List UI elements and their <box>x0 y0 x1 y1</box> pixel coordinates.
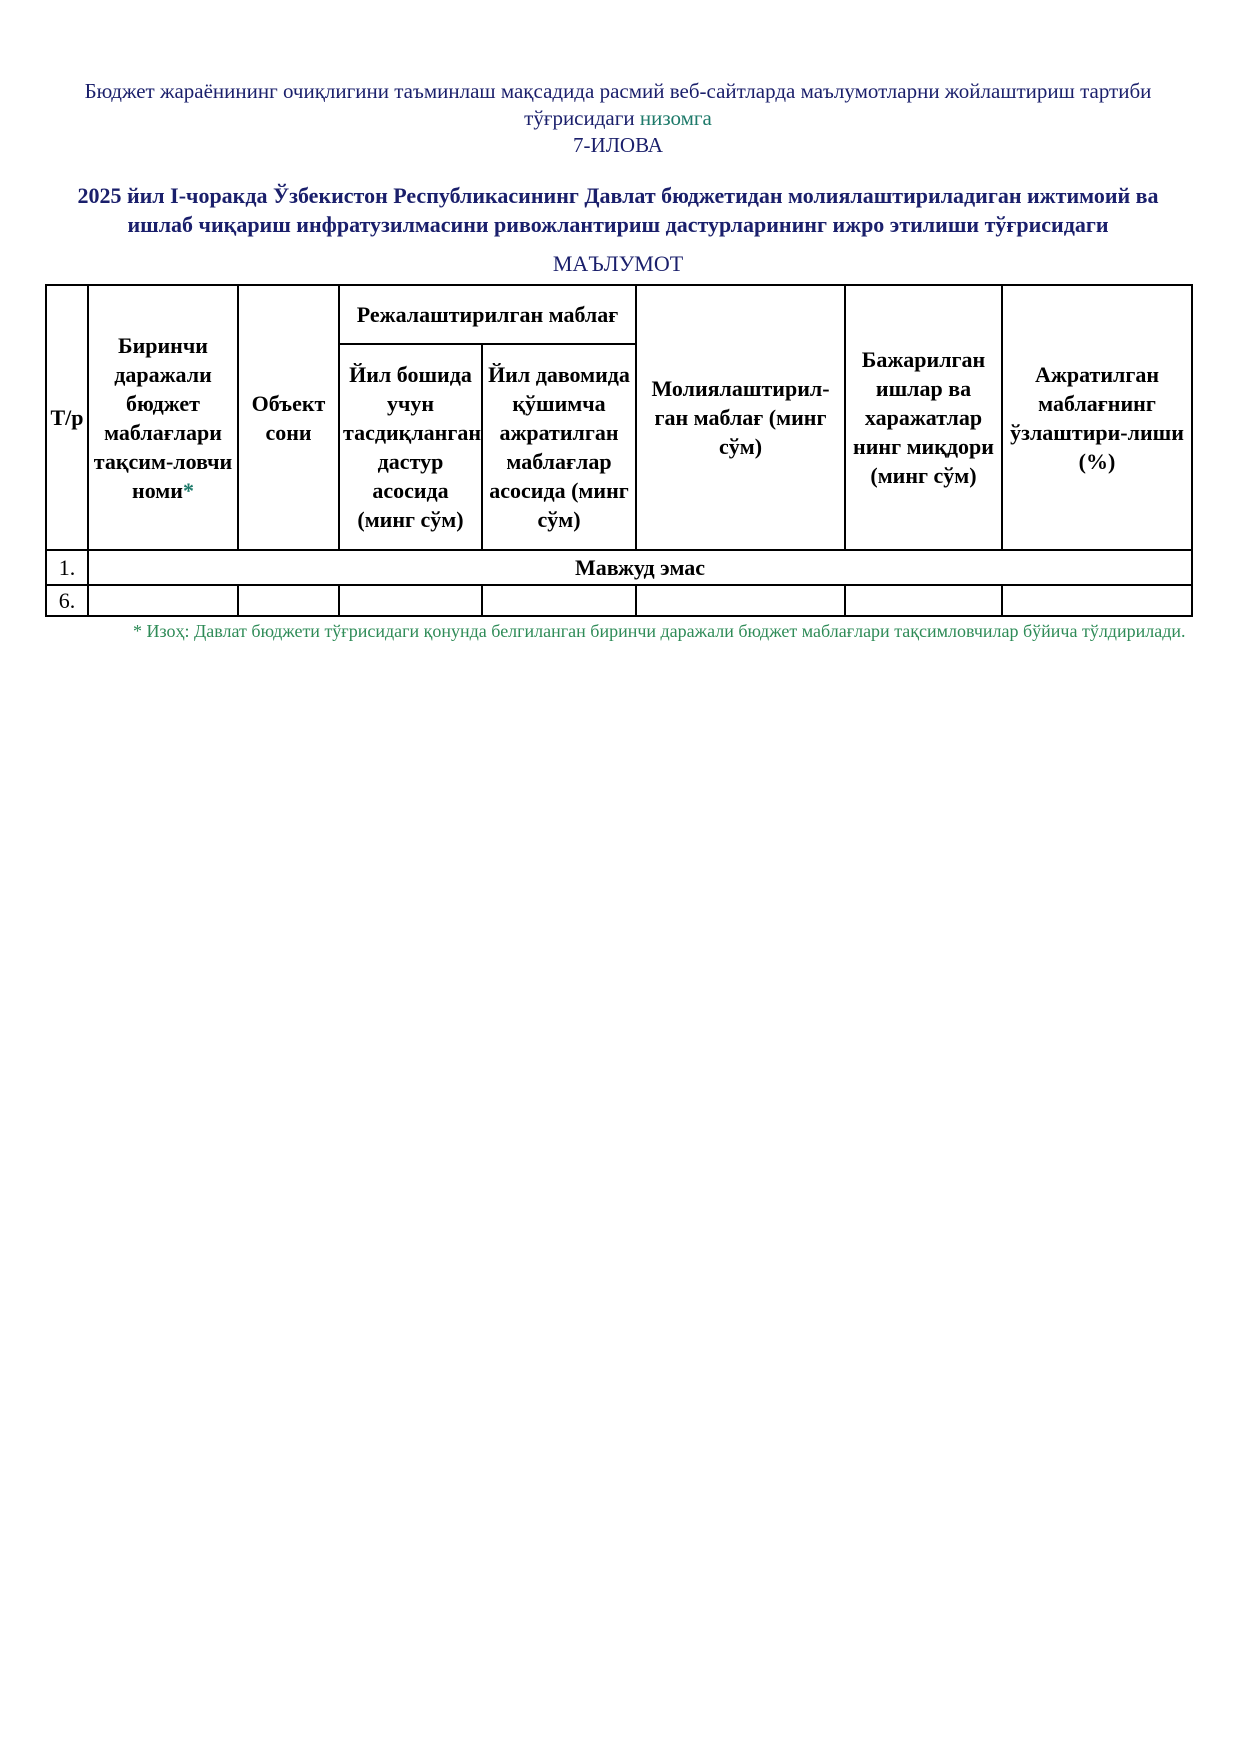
no-data-cell: Мавжуд эмас <box>88 550 1192 585</box>
header-planned-funds: Режалаштирилган маблағ <box>339 285 636 344</box>
document-subtitle: МАЪЛУМОТ <box>552 251 684 276</box>
footnote: * Изоҳ: Давлат бюджети тўғрисидаги қонунда белгиланган биринчи даражали бюджет маблағлари тақсимловчилар бўйича тўлдирилади. <box>133 621 1186 641</box>
empty-cell <box>636 585 845 616</box>
empty-cell <box>339 585 482 616</box>
empty-cell <box>845 585 1002 616</box>
table-row <box>46 550 1192 585</box>
annex-number: 7-ИЛОВА <box>573 133 663 157</box>
header-financed-funds: Молиялаштирил-ган маблағ (минг сўм) <box>636 285 845 550</box>
footnote-marker[interactable]: * <box>182 477 194 503</box>
document-page <box>45 78 1191 643</box>
empty-cell <box>1002 585 1192 616</box>
header-completed-works: Бажарилган ишлар ва харажатлар нинг миқдори (минг сўм) <box>845 285 1002 550</box>
table-row <box>46 585 1192 616</box>
report-table <box>45 284 1193 617</box>
empty-cell <box>482 585 636 616</box>
regulation-link[interactable]: низомга <box>639 106 712 130</box>
document-title: 2025 йил I-чоракда Ўзбекистон Республикасининг Давлат бюджетидан молиялаштириладиган ижтимоий ва ишлаб чиқариш инфратузилмасини ривожлантириш дастурларининг ижро этилиши тўғрисидаги <box>77 183 1159 237</box>
row-number: 1. <box>46 550 88 585</box>
row-number: 6. <box>46 585 88 616</box>
regulation-reference-text: Бюджет жараёнининг очиқлигини таъминлаш мақсадида расмий веб-сайтларда маълумотларни жойлаштириш тартиби тўғрисидаги <box>84 79 1152 130</box>
header-object-count: Объект сони <box>238 285 339 550</box>
header-planned-additional: Йил давомида қўшимча ажратилган маблағлар асосида (минг сўм) <box>482 344 636 550</box>
regulation-reference <box>45 78 1191 132</box>
header-utilization: Ажратилган маблағнинг ўзлаштири-лиши (%) <box>1002 285 1192 550</box>
header-distributor <box>88 285 238 550</box>
header-planned-start: Йил бошида учун тасдиқланган дастур асосида (минг сўм) <box>339 344 482 550</box>
empty-cell <box>238 585 339 616</box>
header-row-number: Т/р <box>46 285 88 550</box>
empty-cell <box>88 585 238 616</box>
header-distributor-label: Биринчи даражали бюджет маблағлари тақсим-ловчи номи <box>93 332 233 503</box>
